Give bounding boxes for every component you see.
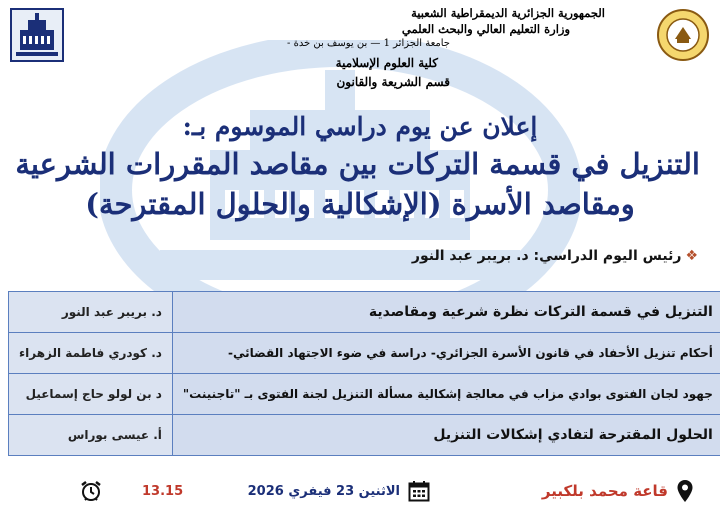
venue-text: قاعة محمد بلكبير (541, 482, 668, 500)
university-emblem-logo (10, 8, 64, 62)
bullet-icon: ❖ (685, 248, 698, 264)
time-text: 13.15 (142, 483, 184, 499)
alarm-clock-icon (80, 480, 102, 502)
table-row (9, 415, 720, 456)
footer-venue (542, 478, 694, 504)
table-row (9, 292, 720, 333)
header-ministry: وزارة التعليم العالي والبحث العلمي (401, 22, 570, 36)
chair-text: رئيس اليوم الدراسي: د. بريبر عبد النور (411, 248, 682, 264)
calendar-icon (408, 480, 430, 502)
announcement-intro: إعلان عن يوم دراسي الموسوم بـ: (182, 112, 538, 141)
table-row (9, 374, 720, 415)
topic-cell: الحلول المقترحة لتفادي إشكالات التنزيل (172, 415, 720, 456)
header-department: قسم الشريعة والقانون (336, 75, 450, 89)
header-university: جامعة الجزائر 1 — بن يوسف بن خدة - (287, 38, 450, 49)
speaker-cell: د. بريبر عبد النور (9, 292, 173, 333)
location-pin-icon (676, 479, 694, 503)
footer-time (80, 478, 183, 504)
table-row (9, 333, 720, 374)
topic-cell: أحكام تنزيل الأحفاد في قانون الأسرة الجزائري- دراسة في ضوء الاجتهاد القضائي- (172, 333, 720, 374)
announcement-topic-line2: ومقاصد الأسرة (الإشكالية والحلول المقترحة) (85, 187, 635, 221)
speaker-cell: أ. عيسى بوراس (9, 415, 173, 456)
program-table (8, 291, 720, 456)
study-day-chair (412, 248, 698, 264)
header-republic: الجمهورية الجزائرية الديمقراطية الشعبية (411, 6, 605, 20)
header-faculty: كلية العلوم الإسلامية (335, 56, 438, 70)
topic-cell: التنزيل في قسمة التركات نظرة شرعية ومقاصدية (172, 292, 720, 333)
university-seal-logo (656, 8, 710, 62)
footer-date (248, 478, 430, 504)
speaker-cell: د. كودري فاطمة الزهراء (9, 333, 173, 374)
speaker-cell: د بن لولو حاج إسماعيل (9, 374, 173, 415)
announcement-topic-line1: التنزيل في قسمة التركات بين مقاصد المقررات الشرعية (15, 147, 700, 181)
date-text: الاثنين 23 فيفري 2026 (247, 483, 400, 499)
topic-cell: جهود لجان الفتوى بوادي مزاب في معالجة إشكالية مسألة التنزيل لجنة الفتوى بـ "تاجنينت" (172, 374, 720, 415)
